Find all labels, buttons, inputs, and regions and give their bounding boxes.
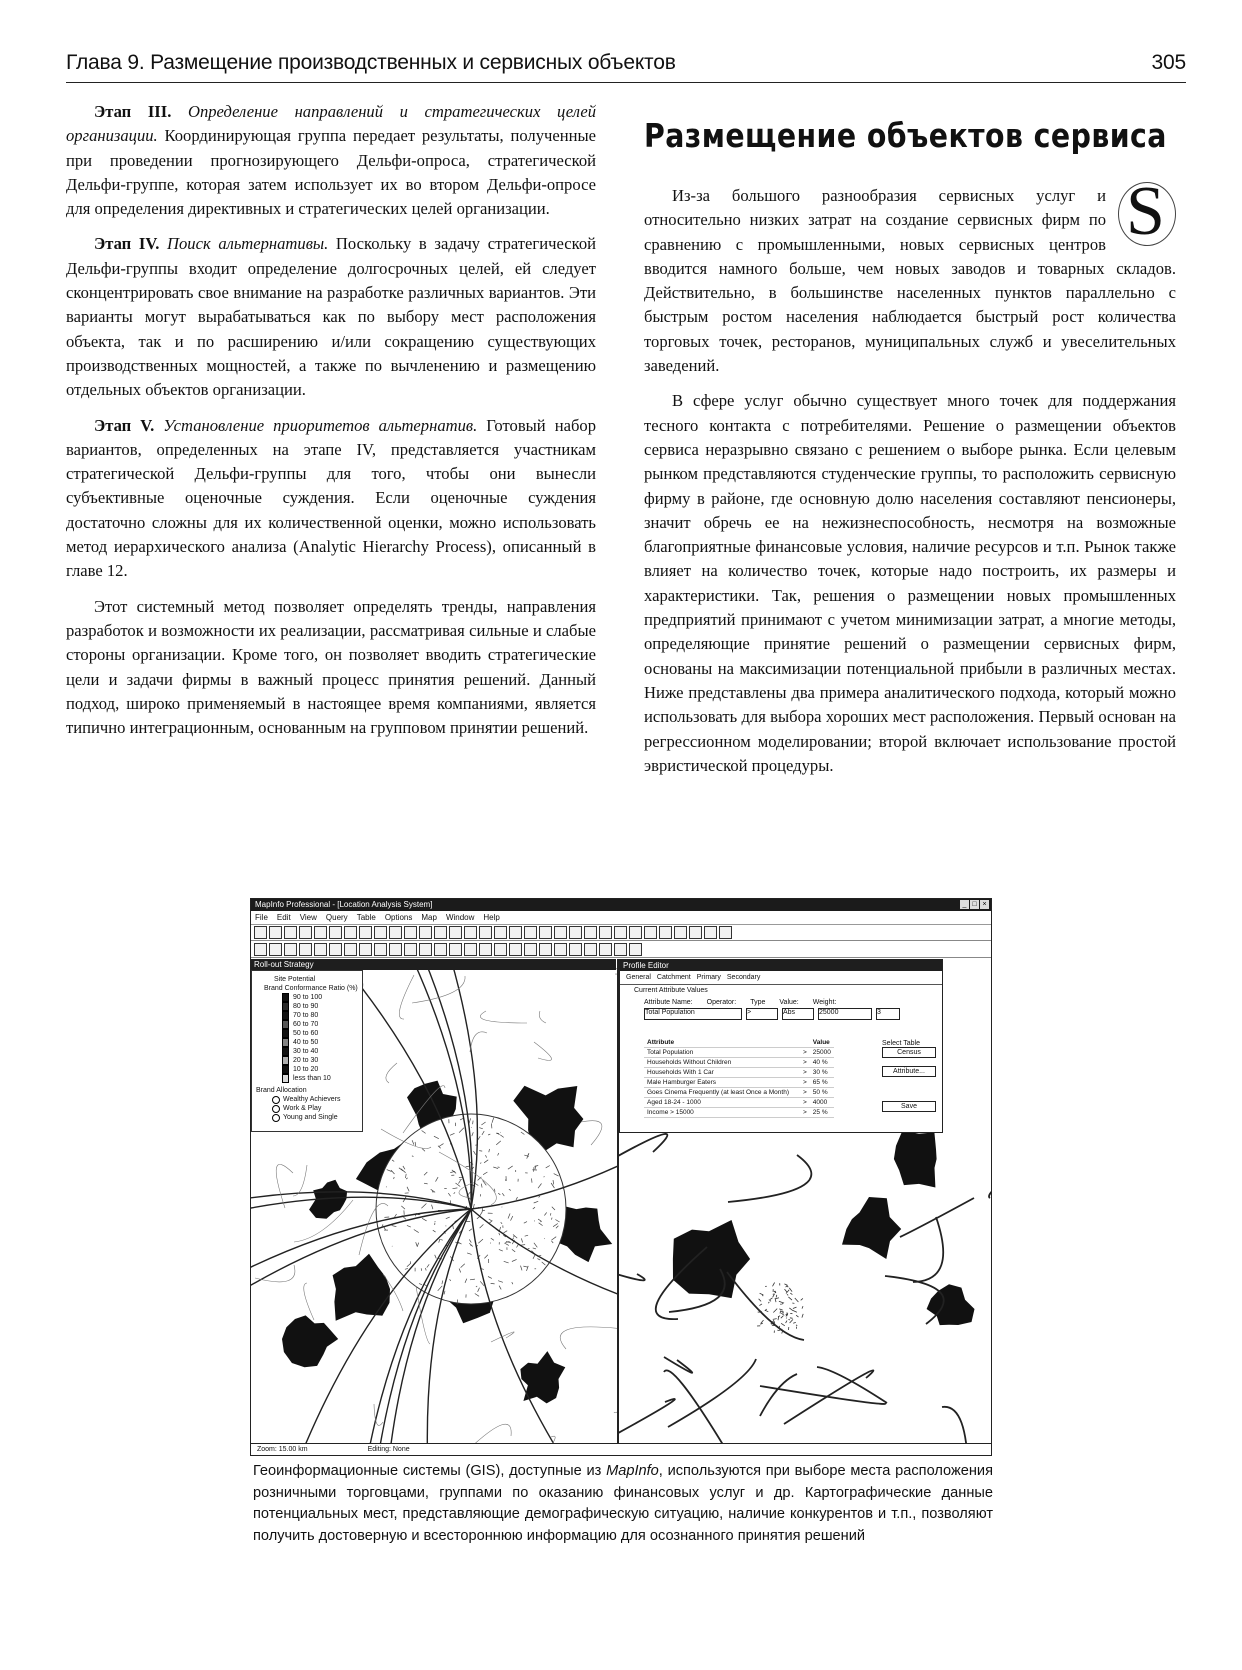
street-segment-shape — [772, 1325, 776, 1326]
legend-label: 20 to 30 — [293, 1057, 319, 1064]
road-line-shape — [760, 1374, 797, 1416]
attribute-table — [644, 1038, 834, 1118]
road-line-shape — [760, 1386, 886, 1404]
stage-5-text: Готовый набор вариантов, определенных на этапе IV, представляется участникам стратегической Дельфи-группы для того, чтобы они вынесли субъективные оценочные суждения. Если оценочные суждения достаточно сложны для их количественной оценки, можно использовать метод иерархического анализа (Analytic Hierarchy Process), описанный в главе 12. — [66, 415, 596, 581]
legend-swatch — [282, 1056, 289, 1065]
toolbar-button-icon[interactable] — [329, 926, 342, 939]
legend-swatch — [282, 1020, 289, 1029]
street-segment-shape — [491, 1123, 492, 1128]
attribute-header-cell: Attribute — [644, 1038, 800, 1048]
street-segment-shape — [779, 1309, 782, 1310]
menu-item-6[interactable]: Map — [421, 913, 437, 922]
boundary-line-shape — [614, 1388, 617, 1413]
street-segment-shape — [773, 1309, 777, 1313]
toolbar-button-icon[interactable] — [404, 926, 417, 939]
running-head — [66, 48, 1186, 83]
attribute-cell: Aged 18-24 - 1000 — [644, 1098, 800, 1108]
toolbar-button-icon[interactable] — [269, 926, 282, 939]
street-segment-shape — [789, 1288, 792, 1292]
editor-input[interactable]: Abs — [782, 1008, 814, 1020]
map-right-pane[interactable] — [619, 959, 991, 1443]
attribute-cell: Male Hamburger Eaters — [644, 1078, 800, 1088]
attribute-cell: > — [800, 1108, 810, 1118]
status-zoom: Zoom: 15.00 km — [257, 1446, 308, 1453]
editor-group-label: Current Attribute Values — [634, 987, 708, 994]
street-segment-shape — [776, 1298, 780, 1299]
street-segment-shape — [789, 1308, 793, 1311]
editor-field-labels — [620, 996, 942, 1006]
legend-option[interactable] — [256, 1095, 358, 1104]
profile-editor-dialog — [619, 959, 943, 1133]
road-line-shape — [619, 1242, 645, 1280]
road-line-shape — [728, 1155, 811, 1202]
legend-option-label: Work & Play — [283, 1105, 322, 1112]
toolbar-button-icon[interactable] — [599, 943, 612, 956]
toolbar-button-icon[interactable] — [689, 926, 702, 939]
toolbar-button-icon[interactable] — [659, 926, 672, 939]
street-segment-shape — [786, 1318, 787, 1319]
street-segment-shape — [759, 1304, 762, 1306]
menu-item-2[interactable]: View — [299, 913, 317, 922]
toolbar-button-icon[interactable] — [314, 943, 327, 956]
right-column — [644, 116, 1176, 789]
boundary-line-shape — [581, 1121, 602, 1145]
toolbar-button-icon[interactable] — [344, 926, 357, 939]
catchment-area-shape — [282, 1315, 338, 1367]
attribute-cell: Income > 15000 — [644, 1108, 800, 1118]
window-titlebar — [251, 899, 991, 911]
legend-row — [256, 1056, 358, 1065]
conclusion-paragraph: Этот системный метод позволяет определять тренды, направления разработок и возможности их реализации, рассматривая сильные и слабые стороны организации. Кроме того, он позволяет вводить стратегические цели и задачи фирмы в важный процесс принятия решений. Данный подход, широко применяемый в настоящее время компаниями, является типично интеграционным, основанным на групповом принятии решений. — [66, 596, 596, 738]
editor-input[interactable]: > — [746, 1008, 778, 1020]
toolbar-button-icon[interactable] — [539, 926, 552, 939]
attribute-cell: 25 % — [810, 1108, 834, 1118]
street-segment-shape — [761, 1320, 764, 1323]
toolbar-button-icon[interactable] — [284, 943, 297, 956]
toolbar-button-icon[interactable] — [344, 943, 357, 956]
editor-field-label: Attribute Name: — [644, 999, 693, 1006]
legend-swatch — [282, 1029, 289, 1038]
legend-swatch — [282, 1038, 289, 1047]
legend-rows — [256, 993, 358, 1083]
map-legend — [251, 970, 363, 1132]
toolbar-button-icon[interactable] — [599, 926, 612, 939]
editor-tab[interactable]: Catchment — [656, 974, 691, 981]
boundary-line-shape — [534, 1042, 552, 1060]
table-row[interactable] — [644, 1078, 834, 1088]
attribute-cell: 30 % — [810, 1068, 834, 1078]
catchment-area-shape — [927, 1284, 975, 1325]
street-segment-shape — [759, 1299, 762, 1302]
toolbar-button-icon[interactable] — [524, 926, 537, 939]
toolbar-button-icon[interactable] — [554, 943, 567, 956]
toolbar-button-icon[interactable] — [269, 943, 282, 956]
toolbar-button-icon[interactable] — [569, 926, 582, 939]
census-select[interactable]: Census — [882, 1047, 936, 1058]
toolbar-button-icon[interactable] — [359, 943, 372, 956]
legend-label: 50 to 60 — [293, 1030, 319, 1037]
caption-after: , используются при выборе места расположения розничными торговцами, группами по оказанию финансовых услуг и др. Картографические данные потенциальных мест, представляющие демографическую ситуацию, наличие конкурентов и т.п., позволяют получить достоверную и всестороннюю информацию для осознанного принятия решений — [253, 1463, 993, 1544]
toolbar-button-icon[interactable] — [644, 926, 657, 939]
dropcap-letter: S — [1126, 173, 1165, 250]
toolbar-button-icon[interactable] — [674, 926, 687, 939]
menu-item-3[interactable]: Query — [325, 913, 348, 922]
legend-subheading: Brand Conformance Ratio (%) — [264, 985, 358, 992]
radio-icon[interactable] — [272, 1096, 280, 1104]
toolbar-button-icon[interactable] — [614, 926, 627, 939]
menu-item-1[interactable]: Edit — [276, 913, 291, 922]
legend-label: 90 to 100 — [293, 994, 323, 1001]
menu-item-0[interactable]: File — [255, 913, 268, 922]
attribute-table-header — [644, 1038, 834, 1048]
table-row[interactable] — [644, 1088, 834, 1098]
toolbar-button-icon[interactable] — [629, 943, 642, 956]
legend-section: Brand Allocation — [256, 1087, 307, 1094]
toolbar-button-icon[interactable] — [584, 943, 597, 956]
street-segment-shape — [770, 1298, 772, 1300]
street-segment-shape — [760, 1293, 764, 1295]
table-row[interactable] — [644, 1058, 834, 1068]
toolbar-button-icon[interactable] — [494, 943, 507, 956]
legend-row — [256, 1011, 358, 1020]
street-segment-shape — [550, 1213, 551, 1215]
attribute-cell: Households Without Children — [644, 1058, 800, 1068]
road-line-shape — [913, 1217, 943, 1282]
street-segment-shape — [795, 1298, 799, 1302]
road-line-shape — [664, 1370, 725, 1443]
legend-label: 30 to 40 — [293, 1048, 319, 1055]
toolbar-button-icon[interactable] — [704, 926, 717, 939]
toolbar-primary — [251, 925, 991, 941]
toolbar-button-icon[interactable] — [374, 943, 387, 956]
legend-swatch — [282, 1011, 289, 1020]
stage-4-text: Поскольку в задачу стратегической Дельфи-группы входит определение долгосрочных целей, ей следует сконцентрировать свое внимание на разработке различных вариантов. Эти варианты могут вырабатываться как по выбору мест расположения объекта, так и по расширению и/или сокращению существующих производственных мощностей, а также по вычленению и размещению отдельных объектов организации. — [66, 234, 596, 400]
catchment-area-shape — [842, 1197, 901, 1259]
street-segment-shape — [790, 1318, 793, 1319]
table-row[interactable] — [644, 1108, 834, 1118]
editor-tab[interactable]: Primary — [696, 974, 721, 981]
status-bar — [251, 1443, 991, 1455]
mapinfo-screenshot — [250, 898, 992, 1456]
attribute-cell: 50 % — [810, 1088, 834, 1098]
boundary-line-shape — [399, 975, 414, 1019]
editor-tab[interactable]: Secondary — [726, 974, 761, 981]
toolbar-button-icon[interactable] — [464, 926, 477, 939]
legend-option[interactable] — [256, 1113, 358, 1122]
stage-3-paragraph — [66, 100, 596, 221]
boundary-line-shape — [386, 1063, 397, 1083]
stage-5-paragraph — [66, 414, 596, 584]
attribute-cell: 4000 — [810, 1098, 834, 1108]
stage-4-title: Поиск альтернативы. — [167, 234, 329, 254]
legend-row — [256, 1065, 358, 1074]
legend-label: 70 to 80 — [293, 1012, 319, 1019]
street-segment-shape — [479, 1151, 482, 1152]
boundary-line-shape — [560, 1327, 617, 1349]
legend-swatch — [282, 1074, 289, 1083]
editor-input[interactable]: 25000 — [818, 1008, 872, 1020]
road-line-shape — [989, 1123, 991, 1198]
boundary-line-shape — [469, 1424, 511, 1443]
boundary-line-shape — [293, 1165, 307, 1196]
street-segment-shape — [790, 1293, 792, 1295]
attribute-cell: 65 % — [810, 1078, 834, 1088]
toolbar-button-icon[interactable] — [389, 926, 402, 939]
street-segment-shape — [534, 1221, 535, 1222]
street-segment-shape — [778, 1330, 779, 1331]
stage-4-name: Этап IV. — [94, 234, 160, 254]
legend-row — [256, 993, 358, 1002]
status-mode: Editing: None — [367, 1446, 410, 1453]
stage-3-title: Определение направлений и стратегических целей организации. — [66, 102, 597, 146]
attribute-cell: Total Population — [644, 1048, 800, 1058]
legend-heading: Site Potential — [274, 976, 316, 983]
legend-row — [256, 1029, 358, 1038]
street-segment-shape — [773, 1319, 777, 1320]
left-column — [66, 100, 596, 751]
attribute-button[interactable]: Attribute... — [882, 1066, 936, 1077]
street-segment-shape — [793, 1311, 797, 1313]
legend-option[interactable] — [256, 1104, 358, 1113]
legend-row — [256, 1047, 358, 1056]
toolbar-button-icon[interactable] — [419, 926, 432, 939]
boundary-line-shape — [539, 1011, 546, 1023]
legend-swatch — [282, 1047, 289, 1056]
toolbar-button-icon[interactable] — [299, 926, 312, 939]
table-row[interactable] — [644, 1098, 834, 1108]
window-title: MapInfo Professional - [Location Analysis System] — [255, 900, 433, 909]
legend-row — [256, 1038, 358, 1047]
boundary-line-shape — [480, 1011, 527, 1023]
toolbar-button-icon[interactable] — [329, 943, 342, 956]
attribute-cell: Goes Cinema Frequently (at least Once a Month) — [644, 1088, 800, 1098]
radio-icon[interactable] — [272, 1105, 280, 1113]
attribute-cell: 40 % — [810, 1058, 834, 1068]
toolbar-button-icon[interactable] — [449, 943, 462, 956]
legend-row — [256, 1074, 358, 1083]
attribute-cell: > — [800, 1068, 810, 1078]
legend-label: 40 to 50 — [293, 1039, 319, 1046]
editor-input[interactable]: 3 — [876, 1008, 900, 1020]
toolbar-button-icon[interactable] — [299, 943, 312, 956]
street-segment-shape — [787, 1294, 788, 1295]
street-segment-shape — [773, 1283, 775, 1287]
attribute-cell: > — [800, 1058, 810, 1068]
menu-item-8[interactable]: Help — [483, 913, 500, 922]
toolbar-button-icon[interactable] — [434, 943, 447, 956]
street-segment-shape — [779, 1301, 783, 1303]
toolbar-button-icon[interactable] — [254, 926, 267, 939]
chapter-title: Глава 9. Размещение производственных и сервисных объектов — [66, 51, 676, 74]
road-line-shape — [668, 1359, 756, 1427]
toolbar-button-icon[interactable] — [404, 943, 417, 956]
toolbar-button-icon[interactable] — [284, 926, 297, 939]
profile-editor-title: Profile Editor — [620, 960, 942, 971]
street-segment-shape — [781, 1313, 784, 1315]
boundary-line-shape — [255, 1265, 295, 1282]
toolbar-button-icon[interactable] — [314, 926, 327, 939]
toolbar-button-icon[interactable] — [494, 926, 507, 939]
toolbar-button-icon[interactable] — [719, 926, 732, 939]
toolbar-button-icon[interactable] — [539, 943, 552, 956]
legend-option-label: Young and Single — [283, 1114, 338, 1121]
service-paragraph-2: В сфере услуг обычно существует много точек для поддержания тесного контакта с потребителями. Решение о размещении объектов сервиса неразрывно связано с решением о выборе рынка. Если целевым рынком представляются студенческие группы, то расположить сервисную фирму в районе, где основную долю населения составляют пенсионеры, значит обречь ее на нежизнеспособность, несмотря на возможные благоприятные финансовые условия, наличие ресурсов и т.п. Рынок также влияет на количество точек, которые надо построить, их размеры и характеристики. Так, решения о размещении новых промышленных предприятий принимают с учетом минимизации затрат, а многие методы, определяющие принятие решений о размещении сервисных фирм, основаны на максимизации потенциальной прибыли в различных местах. Ниже представлены два примера аналитического подхода, который можно использовать для выбора хороших мест расположения. Первый основан на регрессионном моделировании; второй включает использование простой эвристической процедуры. — [644, 391, 1176, 775]
street-segment-shape — [802, 1306, 803, 1309]
legend-swatch — [282, 1002, 289, 1011]
attribute-cell: > — [800, 1088, 810, 1098]
editor-field-label: Weight: — [812, 999, 837, 1006]
street-segment-shape — [788, 1297, 792, 1300]
minimize-icon[interactable]: _ — [960, 900, 969, 909]
street-segment-shape — [801, 1298, 803, 1300]
stage-4-paragraph — [66, 232, 596, 402]
toolbar-button-icon[interactable] — [479, 926, 492, 939]
toolbar-secondary — [251, 942, 991, 958]
catchment-area-shape — [894, 1131, 937, 1188]
caption-app-name: MapInfo — [606, 1463, 659, 1479]
editor-tab[interactable]: General — [626, 974, 651, 981]
legend-row — [256, 1002, 358, 1011]
toolbar-button-icon[interactable] — [419, 943, 432, 956]
street-segment-shape — [781, 1323, 785, 1326]
profile-editor-tabs — [620, 971, 942, 985]
stage-5-title: Установление приоритетов альтернатив. — [163, 415, 478, 435]
attribute-cell: > — [800, 1048, 810, 1058]
dropcap-s — [1116, 173, 1182, 250]
attribute-header-cell: Value — [810, 1038, 834, 1048]
boundary-line-shape — [470, 1032, 487, 1052]
street-segment-shape — [796, 1315, 798, 1317]
toolbar-button-icon[interactable] — [584, 926, 597, 939]
legend-row — [256, 1020, 358, 1029]
road-line-shape — [942, 1407, 968, 1443]
street-segment-shape — [796, 1325, 797, 1326]
street-segment-shape — [769, 1300, 771, 1302]
menu-item-5[interactable]: Options — [384, 913, 413, 922]
street-segment-shape — [784, 1284, 787, 1285]
toolbar-button-icon[interactable] — [629, 926, 642, 939]
menu-item-4[interactable]: Table — [356, 913, 376, 922]
roll-out-panel-title: Roll-out Strategy — [251, 959, 616, 970]
boundary-line-shape — [510, 1436, 555, 1443]
street-segment-shape — [776, 1295, 777, 1298]
attribute-header-cell — [800, 1038, 810, 1048]
road-line-shape — [619, 1399, 675, 1443]
legend-label: 10 to 20 — [293, 1066, 319, 1073]
attribute-cell: Households With 1 Car — [644, 1068, 800, 1078]
toolbar-button-icon[interactable] — [434, 926, 447, 939]
maximize-icon[interactable]: □ — [970, 900, 979, 909]
menu-item-7[interactable]: Window — [445, 913, 475, 922]
toolbar-button-icon[interactable] — [449, 926, 462, 939]
attribute-cell: > — [800, 1078, 810, 1088]
toolbar-button-icon[interactable] — [569, 943, 582, 956]
toolbar-button-icon[interactable] — [464, 943, 477, 956]
editor-input[interactable]: Total Population — [644, 1008, 742, 1020]
toolbar-button-icon[interactable] — [554, 926, 567, 939]
street-segment-shape — [786, 1321, 787, 1323]
toolbar-button-icon[interactable] — [509, 926, 522, 939]
stage-3-text: Координирующая группа передает результаты, полученные при проведении прогнозирующего Дельфи-опроса, стратегической Дельфи-группе, которая затем использует их во втором Дельфи-опросе для определения директивных и стратегических целей организации. — [66, 126, 596, 219]
toolbar-button-icon[interactable] — [524, 943, 537, 956]
map-left-pane[interactable] — [251, 959, 619, 1443]
legend-label: 60 to 70 — [293, 1021, 319, 1028]
select-table-label: Select Table — [882, 1040, 921, 1047]
table-row[interactable] — [644, 1048, 834, 1058]
road-line-shape — [727, 1272, 804, 1340]
attribute-cell: 25000 — [810, 1048, 834, 1058]
street-segment-shape — [768, 1302, 769, 1303]
table-row[interactable] — [644, 1068, 834, 1078]
editor-inputs — [620, 1006, 942, 1020]
street-segment-shape — [473, 1121, 474, 1125]
toolbar-button-icon[interactable] — [509, 943, 522, 956]
toolbar-button-icon[interactable] — [374, 926, 387, 939]
legend-option-label: Wealthy Achievers — [283, 1096, 341, 1103]
stage-5-name: Этап V. — [94, 415, 155, 435]
street-segment-shape — [785, 1289, 788, 1292]
caption-before: Геоинформационные системы (GIS), доступные из — [253, 1463, 607, 1479]
street-segment-shape — [790, 1319, 793, 1323]
street-segment-shape — [793, 1322, 796, 1323]
legend-swatch — [282, 993, 289, 1002]
legend-label: 80 to 90 — [293, 1003, 319, 1010]
street-segment-shape — [793, 1307, 797, 1308]
close-icon[interactable]: × — [980, 900, 989, 909]
boundary-line-shape — [304, 1283, 314, 1320]
toolbar-button-icon[interactable] — [359, 926, 372, 939]
street-segment-shape — [781, 1316, 783, 1318]
legend-label: less than 10 — [293, 1075, 331, 1082]
street-segment-shape — [802, 1314, 803, 1318]
editor-field-label: Operator: — [706, 999, 737, 1006]
toolbar-button-icon[interactable] — [614, 943, 627, 956]
attribute-cell: > — [800, 1098, 810, 1108]
service-paragraph-1: Из-за большого разнообразия сервисных услуг и относительно низких затрат на создание сервисных фирм по сравнению с промышленными, новых сервисных центров вводится намного больше, чем новых заводов и товарных складов. Действительно, в большинстве населенных пунктов параллельно с быстрым ростом населения наблюдается быстрый рост количества торговых точек, ресторанов, муниципальных служб и увеселительных заведений. — [644, 186, 1176, 376]
figure-caption — [253, 1461, 993, 1547]
legend-swatch — [282, 1065, 289, 1074]
toolbar-button-icon[interactable] — [254, 943, 267, 956]
page-number: 305 — [1151, 51, 1186, 74]
editor-field-label: Type — [750, 999, 766, 1006]
section-title: Размещение объектов сервиса — [644, 116, 1167, 155]
radio-icon[interactable] — [272, 1114, 280, 1122]
toolbar-button-icon[interactable] — [389, 943, 402, 956]
toolbar-button-icon[interactable] — [479, 943, 492, 956]
road-line-shape — [619, 1134, 667, 1156]
catchment-area-shape — [333, 1254, 390, 1321]
editor-field-label: Value: — [779, 999, 799, 1006]
window-controls — [960, 900, 989, 909]
street-segment-shape — [491, 1283, 495, 1284]
stage-3-name: Этап III. — [94, 102, 172, 121]
editor-side-panel — [882, 1040, 936, 1120]
save-button[interactable]: Save — [882, 1101, 936, 1112]
menu-bar — [251, 911, 991, 925]
legend-options — [256, 1095, 358, 1122]
street-segment-shape — [532, 1178, 533, 1182]
